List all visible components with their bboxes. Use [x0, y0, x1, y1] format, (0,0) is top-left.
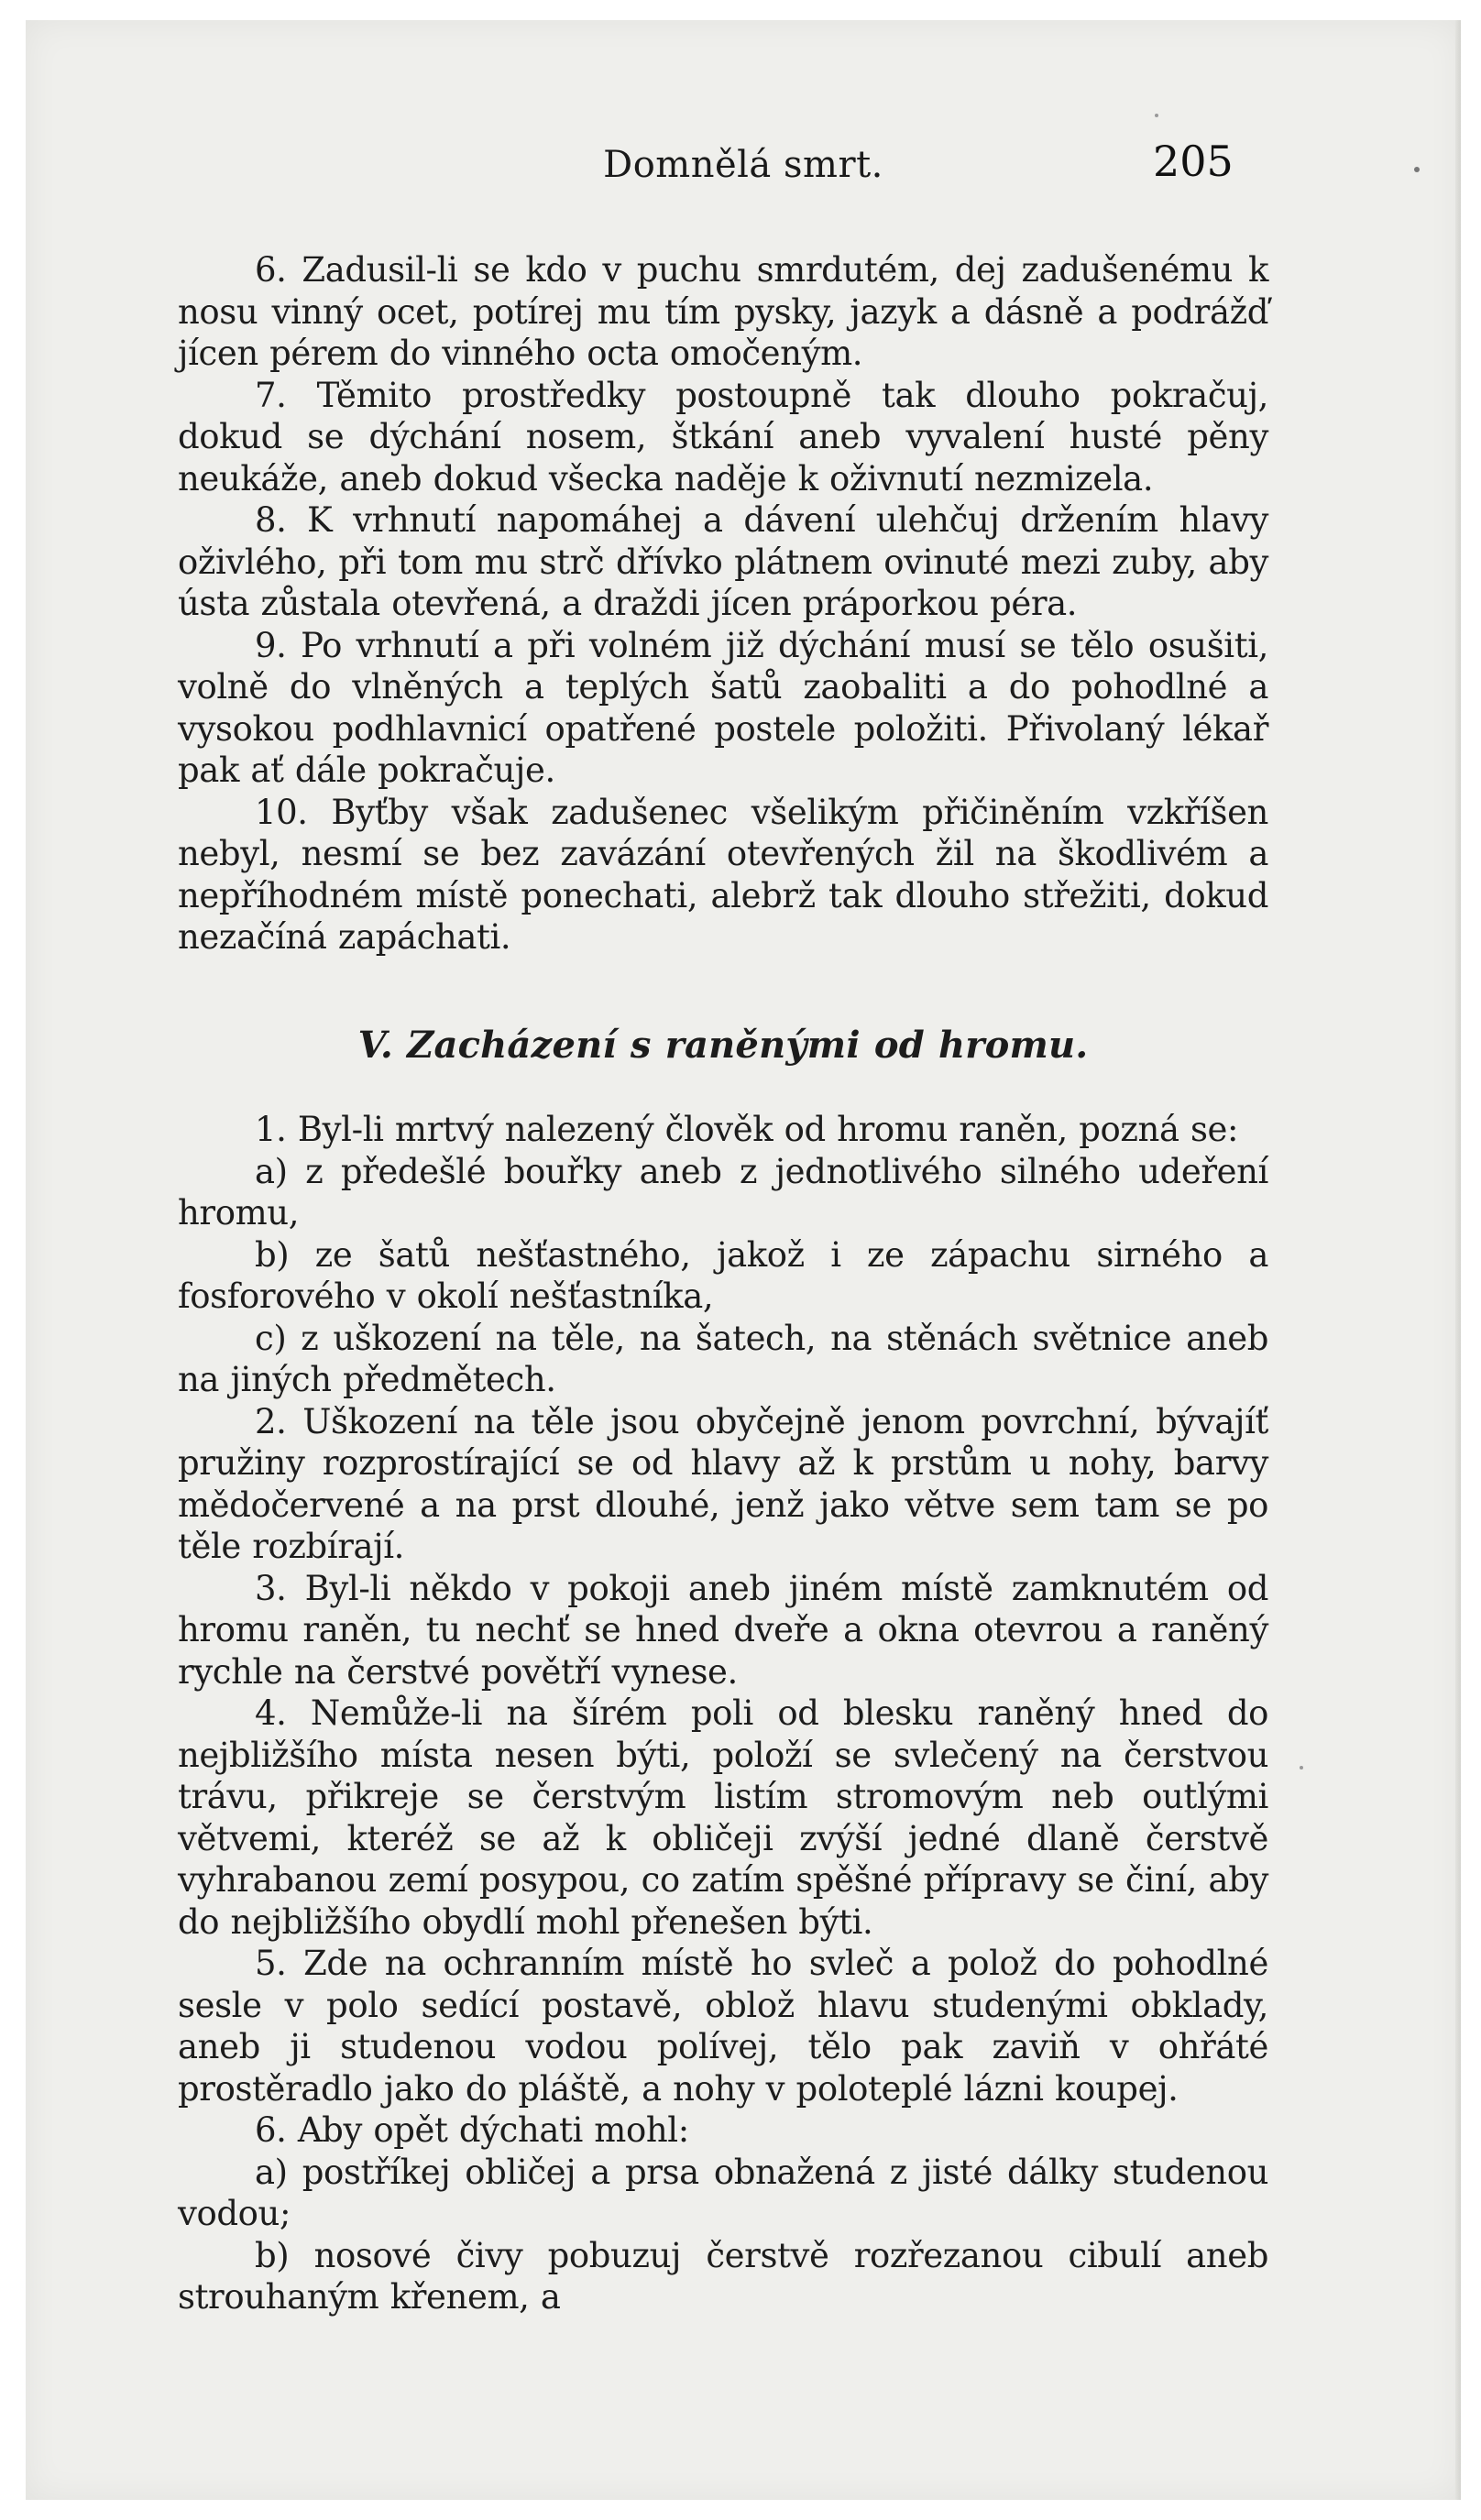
paragraph: 4. Nemůže-li na šírém poli od blesku raněný hned do nejbližšího místa nesen býti, položí se svlečený na čerstvou trávu, přikreje se čerstvým listím stromovým neb outlými větvemi, kteréž se až k obličeji zvýší jedné dlaně čerstvě vyhrabanou zemí posypou, co zatím spěšné přípravy se činí, aby do nejbližšího obydlí mohl přenešen býti. — [178, 1693, 1268, 1942]
paragraph: 1. Byl-li mrtvý nalezený člověk od hromu raněn, pozná se: — [255, 1110, 1239, 1149]
paragraph: 7. Těmito prostředky postoupně tak dlouho pokračuj, dokud se dýchání nosem, štkání aneb vyvalení husté pěny neukáže, aneb dokud všecka naděje k oživnutí nezmizela. — [178, 375, 1268, 499]
dust-speck — [1300, 1766, 1303, 1769]
paragraph: 2. Uškození na těle jsou obyčejně jenom povrchní, bývajíť pružiny rozprostírající se od hlavy až k prstům u nohy, barvy mědočervené a na prst dlouhé, jenž jako větve sem tam se po těle rozbírají. — [178, 1401, 1268, 1566]
running-title: Domnělá smrt. — [603, 144, 883, 186]
list-item: a) postříkej obličej a prsa obnažená z jisté dálky studenou vodou; — [178, 2152, 1268, 2233]
list-item: b) nosové čivy pobuzuj čerstvě rozřezanou cibulí aneb strouhaným křenem, a — [178, 2235, 1268, 2317]
paragraph: 5. Zde na ochranním místě ho svleč a polož do pohodlné sesle v polo sedící postavě, oblož hlavu studenými obklady, aneb ji studenou vodou polívej, tělo pak zaviň v ohřáté prostěradlo jako do pláště, a nohy v polotеplé lázni koupej. — [178, 1944, 1268, 2109]
paragraph: 10. Byťby však zadušenec všelikým přičiněním vzkříšen nebyl, nesmí se bez zavázání otevřených žil na škodlivém a nepříhodném místě ponechati, alebrž tak dlouho střežiti, dokud nezačíná zapáchati. — [178, 792, 1268, 957]
list-item: b) ze šatů nešťastného, jakož i ze zápachu sirného a fosforového v okolí nešťastníka, — [178, 1234, 1268, 1316]
dust-speck — [1414, 167, 1420, 172]
book-page — [26, 20, 1461, 2500]
page-number: 205 — [1153, 137, 1234, 186]
paragraph: 6. Aby opět dýchati mohl: — [255, 2110, 689, 2150]
paragraph: 6. Zadusil-li se kdo v puchu smrdutém, dej zadušenému k nosu vinný ocet, potírej mu tím pysky, jazyk a dásně a podrážď jícen pérem do vinného octa omočeným. — [178, 250, 1268, 373]
section-heading: V. Zacházení s raněnými od hromu. — [357, 1023, 1089, 1067]
dust-speck — [1155, 114, 1158, 117]
paragraph: 3. Byl-li někdo v pokoji aneb jiném místě zamknutém od hromu raněn, tu nechť se hned dveře a okna otevrou a raněný rychle na čerstvé povětří vynese. — [178, 1568, 1268, 1692]
paragraph: 8. K vrhnutí napomáhej a dávení ulehčuj držením hlavy oživlého, při tom mu strč dřívko plátnem ovinuté mezi zuby, aby ústa zůstala otevřená, a draždi jícen práporkou péra. — [178, 500, 1268, 623]
page-edge — [1455, 20, 1461, 2500]
paragraph: 9. Po vrhnutí a při volném již dýchání musí se tělo osušiti, volně do vlněných a teplých šatů zaobaliti a do pohodlné a vysokou podhlavnicí opatřené postele položiti. Přivolaný lékař pak ať dále pokračuje. — [178, 625, 1268, 790]
list-item: a) z předešlé bouřky aneb z jednotlivého silného udeření hromu, — [178, 1151, 1268, 1233]
page-body — [178, 249, 1268, 2318]
page-header — [26, 137, 1461, 208]
list-item: c) z uškození na těle, na šatech, na stěnách světnice aneb na jiných předmětech. — [178, 1318, 1268, 1399]
